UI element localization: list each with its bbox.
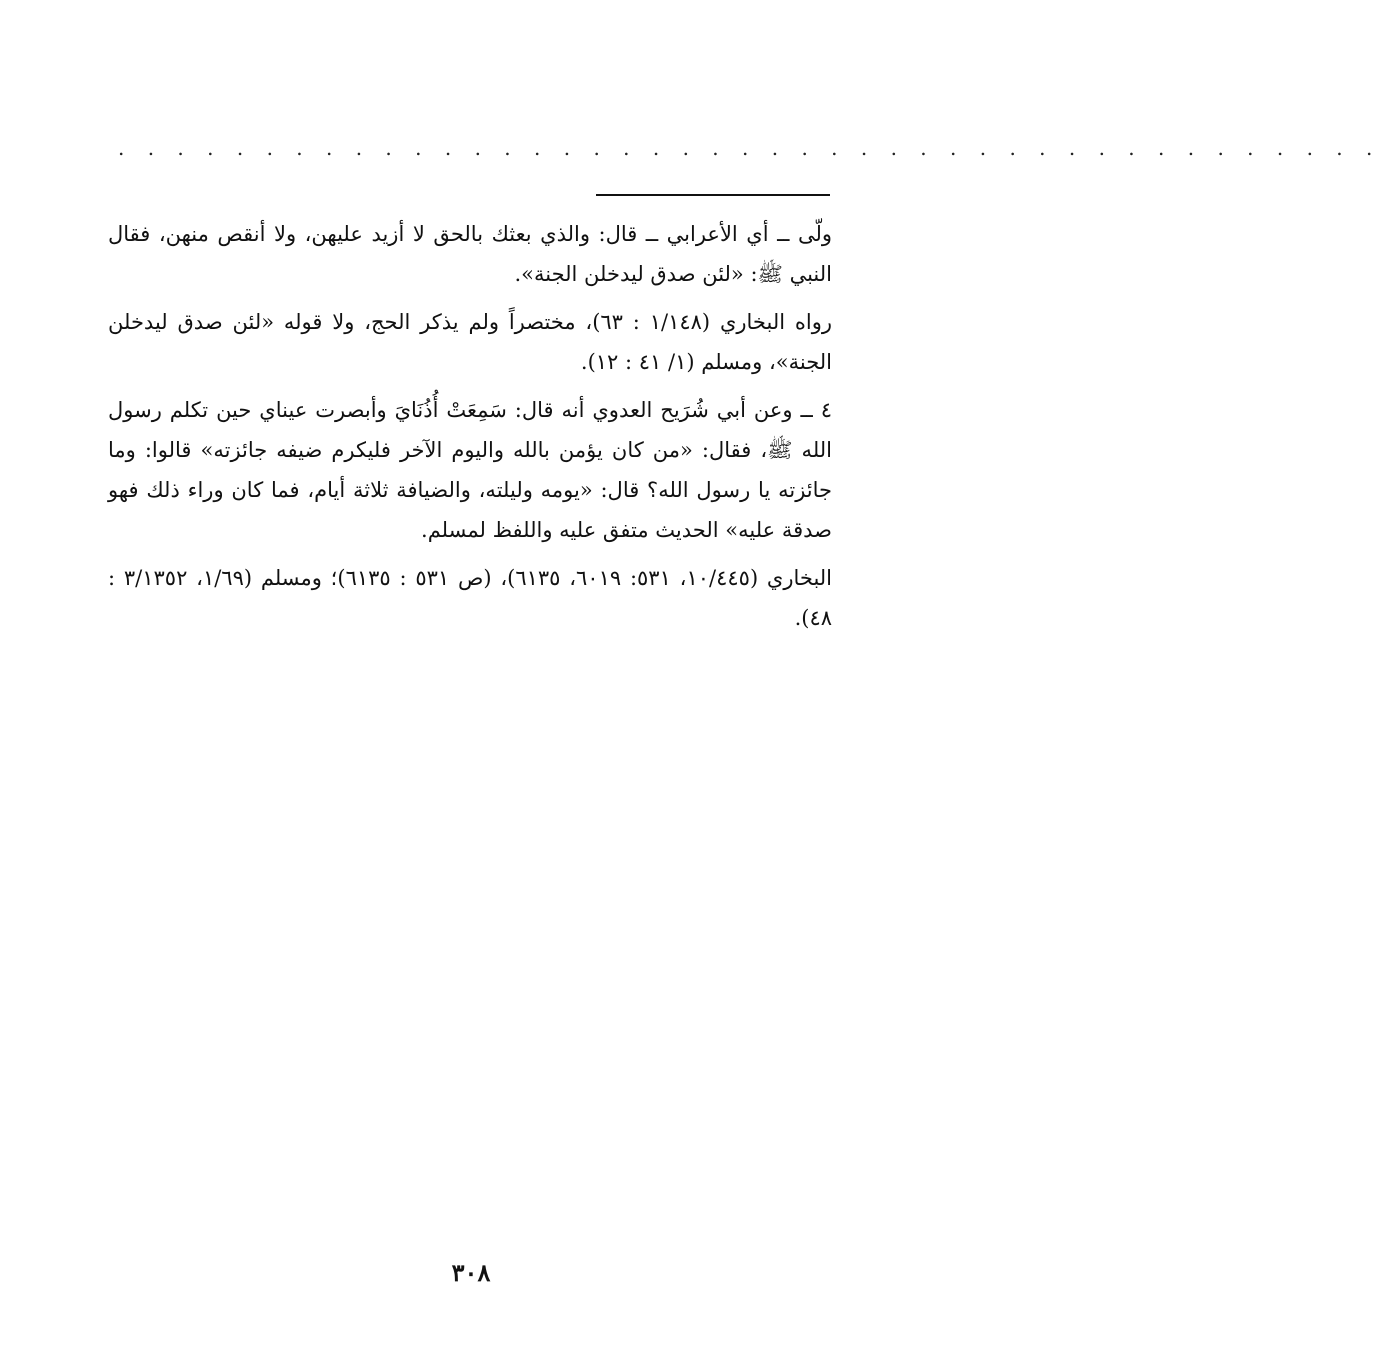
paragraph-citation-1: رواه البخاري (١/١٤٨ : ٦٣)، مختصراً ولم يذكر الحج، ولا قوله «لئن صدق ليدخلن الجنة»، ومسلم (١/ ٤١ : ١٢). [108, 310, 833, 374]
footnote-divider [596, 194, 830, 196]
paragraph-citation-2: البخاري (١٠/٤٤٥، ٥٣١: ٦٠١٩، ٦١٣٥)، (ص ٥٣١ : ٦١٣٥)؛ ومسلم (١/٦٩، ٣/١٣٥٢ : ٤٨). [108, 566, 833, 630]
dotted-separator: . . . . . . . . . . . . . . . . . . . . . . . . . . . . . . . . . . . . . . . . . . . [118, 136, 1381, 160]
page-content [108, 214, 832, 638]
page-number: ٣٠٨ [451, 1258, 491, 1287]
paragraph-hadith-continuation: ولّى ــ أي الأعرابي ــ قال: والذي بعثك بالحق لا أزيد عليهن، ولا أنقص منهن، فقال النبي ﷺ: «لئن صدق ليدخلن الجنة». [108, 222, 832, 286]
paragraph-hadith-4: ٤ ــ وعن أبي شُرَيح العدوي أنه قال: سَمِعَتْ أُذُنَايَ وأبصرت عيناي حين تكلم رسول الله ﷺ، فقال: «من كان يؤمن بالله واليوم الآخر فليكرم ضيفه جائزته» قالوا: وما جائزته يا رسول الله؟ قال: «يومه وليلته، والضيافة ثلاثة أيام، فما كان وراء ذلك فهو صدقة عليه» الحديث متفق عليه واللفظ لمسلم. [108, 398, 833, 542]
